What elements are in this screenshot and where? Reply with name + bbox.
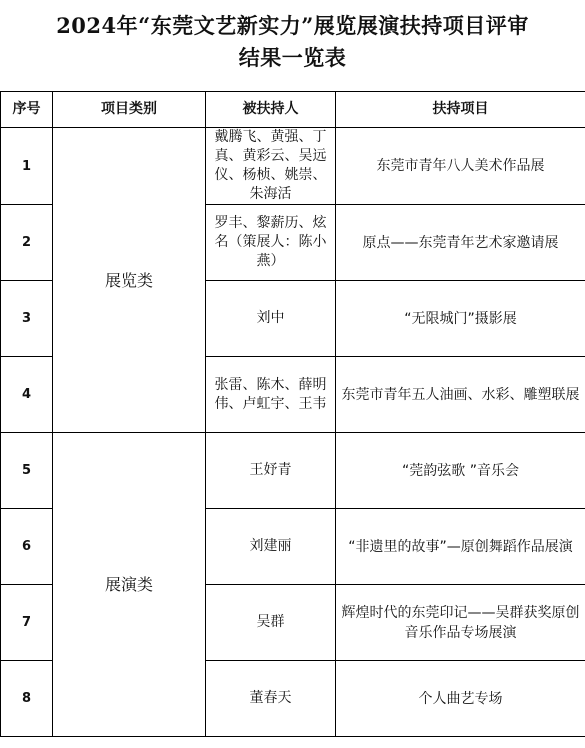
table-header-row (1, 92, 585, 128)
category-performance: 展演类 (53, 433, 206, 737)
row-recipient: 刘中 (206, 281, 336, 357)
row-index: 3 (1, 281, 53, 357)
row-recipient: 张雷、陈木、薛明伟、卢虹宇、王韦 (206, 357, 336, 433)
row-index: 4 (1, 357, 53, 433)
row-project: 东莞市青年八人美术作品展 (336, 128, 585, 205)
header-recipient: 被扶持人 (206, 92, 336, 128)
row-recipient: 刘建丽 (206, 509, 336, 585)
row-recipient: 罗丰、黎薪历、炫名（策展人：陈小燕） (206, 205, 336, 281)
title-line-1: 2024年“东莞文艺新实力”展览展演扶持项目评审 (56, 13, 529, 38)
row-index: 2 (1, 205, 53, 281)
header-category: 项目类别 (53, 92, 206, 128)
header-project: 扶持项目 (336, 92, 585, 128)
table-row (1, 128, 585, 205)
row-project: “非遗里的故事”—原创舞蹈作品展演 (336, 509, 585, 585)
row-index: 8 (1, 661, 53, 737)
row-index: 6 (1, 509, 53, 585)
table-row (1, 433, 585, 509)
row-project: “无限城门”摄影展 (336, 281, 585, 357)
results-table (0, 91, 585, 737)
row-recipient: 董春天 (206, 661, 336, 737)
header-index: 序号 (1, 92, 53, 128)
category-exhibition: 展览类 (53, 128, 206, 433)
row-recipient: 戴腾飞、黄强、丁真、黄彩云、吴远仪、杨桢、姚崇、朱海活 (206, 128, 336, 205)
row-recipient: 吴群 (206, 585, 336, 661)
row-project: 东莞市青年五人油画、水彩、雕塑联展 (336, 357, 585, 433)
row-project: 原点——东莞青年艺术家邀请展 (336, 205, 585, 281)
row-recipient: 王妤青 (206, 433, 336, 509)
row-project: “莞韵弦歌 ”音乐会 (336, 433, 585, 509)
title-line-2: 结果一览表 (238, 45, 347, 70)
row-index: 1 (1, 128, 53, 205)
row-index: 5 (1, 433, 53, 509)
document-title (0, 10, 585, 74)
row-project: 个人曲艺专场 (336, 661, 585, 737)
row-index: 7 (1, 585, 53, 661)
row-project: 辉煌时代的东莞印记——吴群获奖原创音乐作品专场展演 (336, 585, 585, 661)
